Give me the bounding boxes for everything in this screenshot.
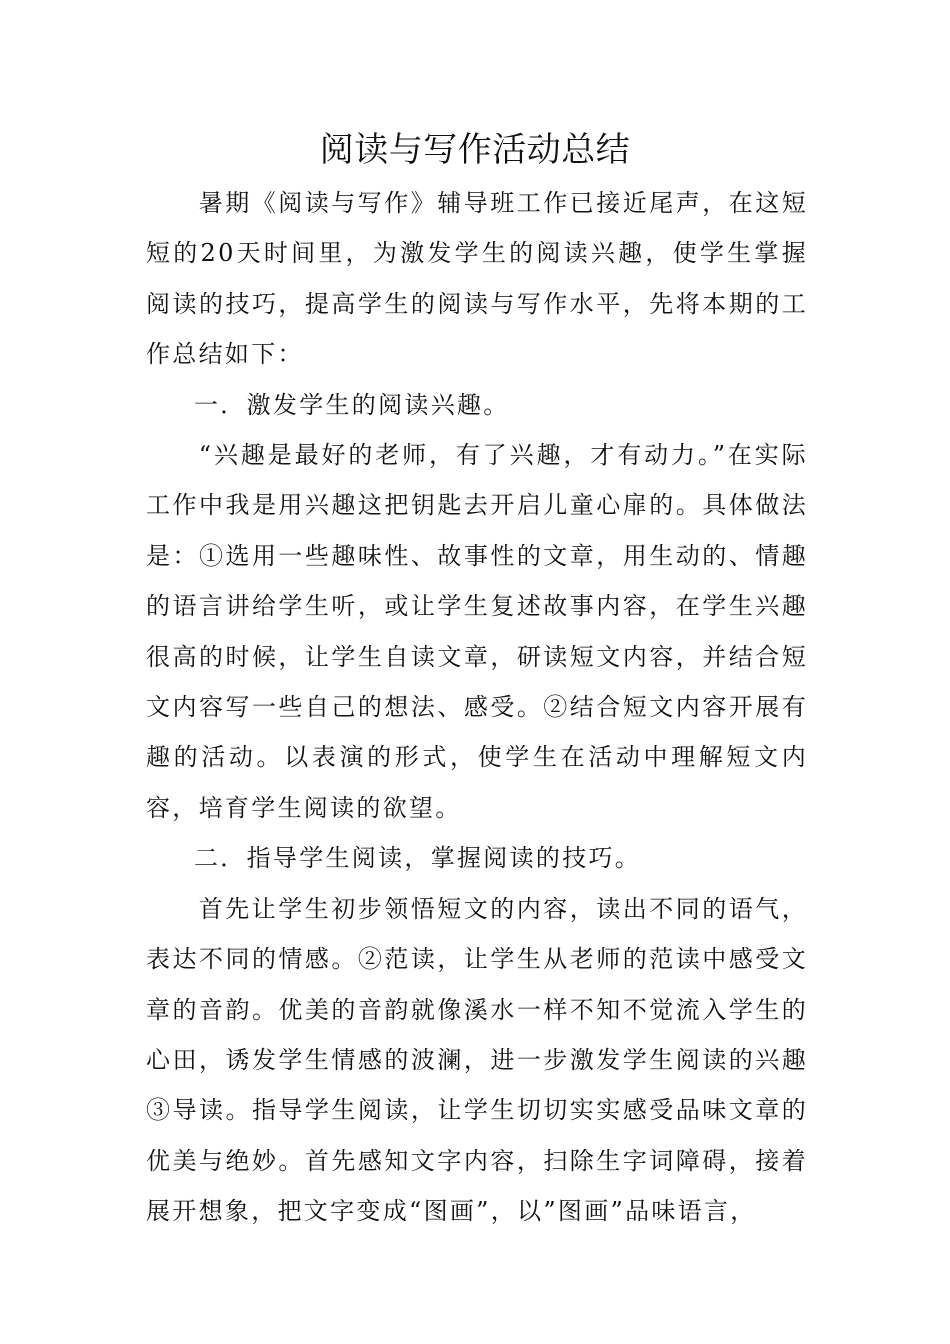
section-2-paragraph: 首先让学生初步领悟短文的内容，读出不同的语气，表达不同的情感。②范读，让学生从老师的范读中感受文章的音韵。优美的音韵就像溪水一样不知不觉流入学生的心田，诱发学生情感的波澜，进一步激发学生阅读的兴趣③导读。指导学生阅读，让学生切切实实感受品味文章的优美与绝妙。首先感知文字内容，扫除生字词障碍，接着展开想象，把文字变成“图画”，以”图画”品味语言， [146, 894, 808, 1226]
section-1-paragraph: “兴趣是最好的老师，有了兴趣，才有动力。”在实际工作中我是用兴趣这把钥匙去开启儿童心扉的。具体做法是：①选用一些趣味性、故事性的文章，用生动的、情趣的语言讲给学生听，或让学生复述故事内容，在学生兴趣很高的时候，让学生自读文章，研读短文内容，并结合短文内容写一些自己的想法、感受。②结合短文内容开展有趣的活动。以表演的形式，使学生在活动中理解短文内容，培育学生阅读的欲望。 [146, 441, 808, 822]
intro-paragraph: 暑期《阅读与写作》辅导班工作已接近尾声，在这短短的20天时间里，为激发学生的阅读兴趣，使学生掌握阅读的技巧，提高学生的阅读与写作水平，先将本期的工作总结如下： [146, 189, 808, 369]
section-heading-1: 一．激发学生的阅读兴趣。 [194, 390, 510, 419]
document-body [146, 178, 808, 1237]
section-heading-2: 二．指导学生阅读，掌握阅读的技巧。 [194, 844, 642, 873]
document-title: 阅读与写作活动总结 [319, 130, 631, 170]
